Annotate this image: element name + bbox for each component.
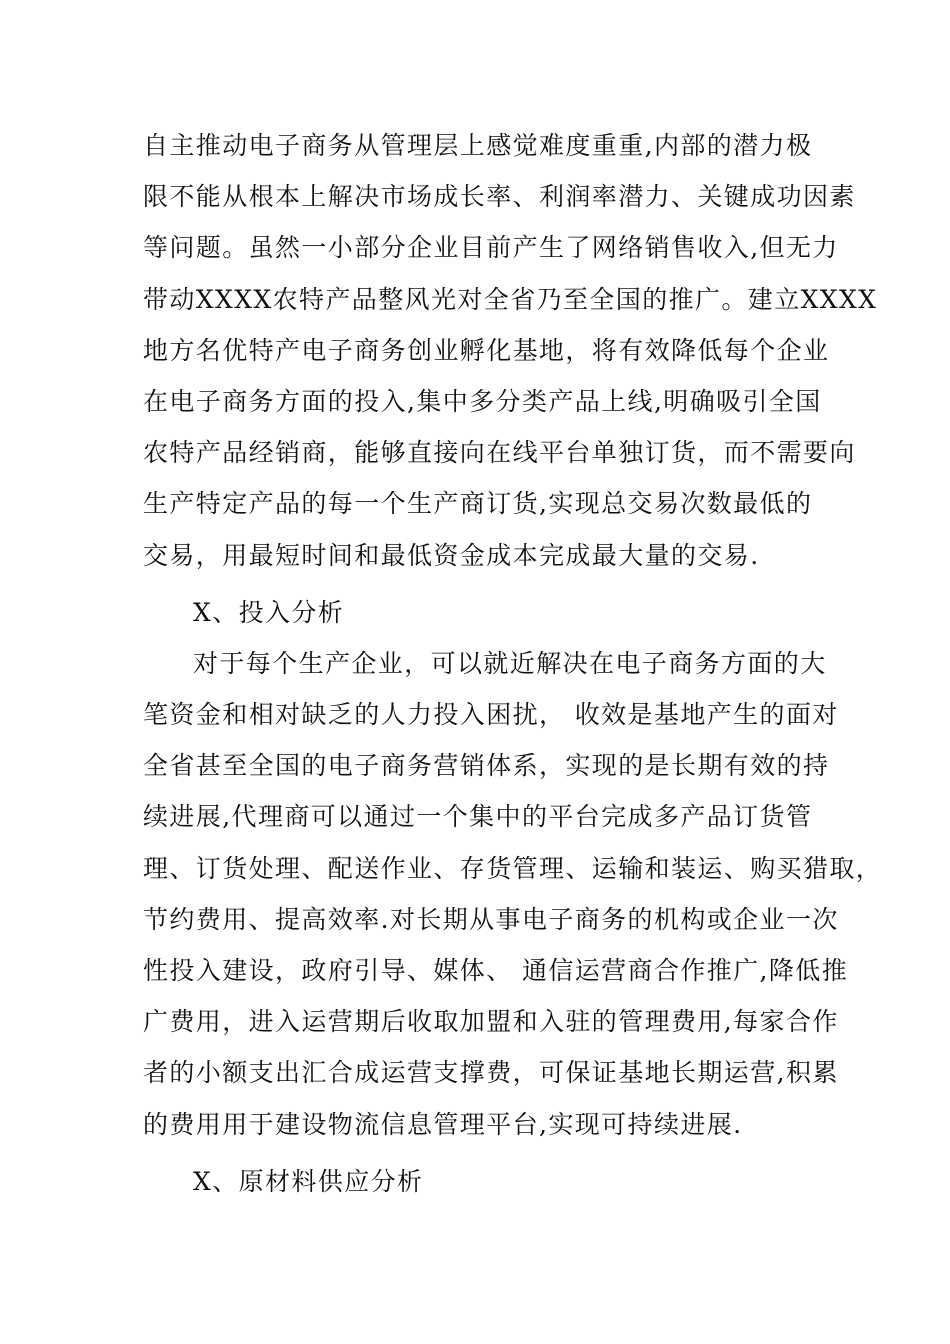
text-line: 续进展,代理商可以通过一个集中的平台完成多产品订货管: [143, 802, 813, 832]
text-line: 笔资金和相对缺乏的人力投入困扰， 收效是基地产生的面对: [143, 700, 839, 730]
text-line: 限不能从根本上解决市场成长率、利润率潜力、关键成功因素: [143, 182, 856, 212]
text-line: 交易，用最短时间和最低资金成本完成最大量的交易.: [143, 540, 760, 570]
text-line: 带动XXXX农特产品整风光对全省乃至全国的推广。建立XXXX: [143, 284, 878, 314]
text-line: 在电子商务方面的投入,集中多分类产品上线,明确吸引全国: [143, 386, 822, 416]
text-line: 广费用，进入运营期后收取加盟和入驻的管理费用,每家合作: [143, 1007, 839, 1037]
document-body: [143, 120, 883, 1207]
section-heading-raw-materials: X、原材料供应分析: [193, 1166, 424, 1196]
text-line: 性投入建设，政府引导、媒体、 通信运营商合作推广,降低推: [143, 956, 849, 985]
text-line: 全省甚至全国的电子商务营销体系，实现的是长期有效的持: [143, 751, 830, 781]
text-line: 等问题。虽然一小部分企业目前产生了网络销售收入,但无力: [143, 233, 839, 263]
text-line: 的费用用于建设物流信息管理平台,实现可持续进展.: [143, 1109, 743, 1139]
text-line: 地方名优特产电子商务创业孵化基地，将有效降低每个企业: [143, 335, 830, 365]
section-heading-investment: X、投入分析: [193, 597, 345, 627]
text-line: 节约费用、提高效率.对长期从事电子商务的机构或企业一次: [143, 904, 839, 934]
text-line: 理、订货处理、配送作业、存货管理、运输和装运、购买猎取，: [143, 853, 883, 883]
text-line: 农特产品经销商，能够直接向在线平台单独订货，而不需要向: [143, 438, 856, 468]
paragraph-2: [143, 638, 883, 1150]
paragraph-1: [143, 120, 878, 581]
text-line: 对于每个生产企业，可以就近解决在电子商务方面的大: [193, 648, 827, 678]
text-line: 生产特定产品的每一个生产商订货,实现总交易次数最低的: [143, 489, 813, 519]
text-line: 者的小额支出汇合成运营支撑费，可保证基地长期运营,积累: [143, 1058, 839, 1088]
text-line: 自主推动电子商务从管理层上感觉难度重重,内部的潜力极: [143, 131, 813, 160]
